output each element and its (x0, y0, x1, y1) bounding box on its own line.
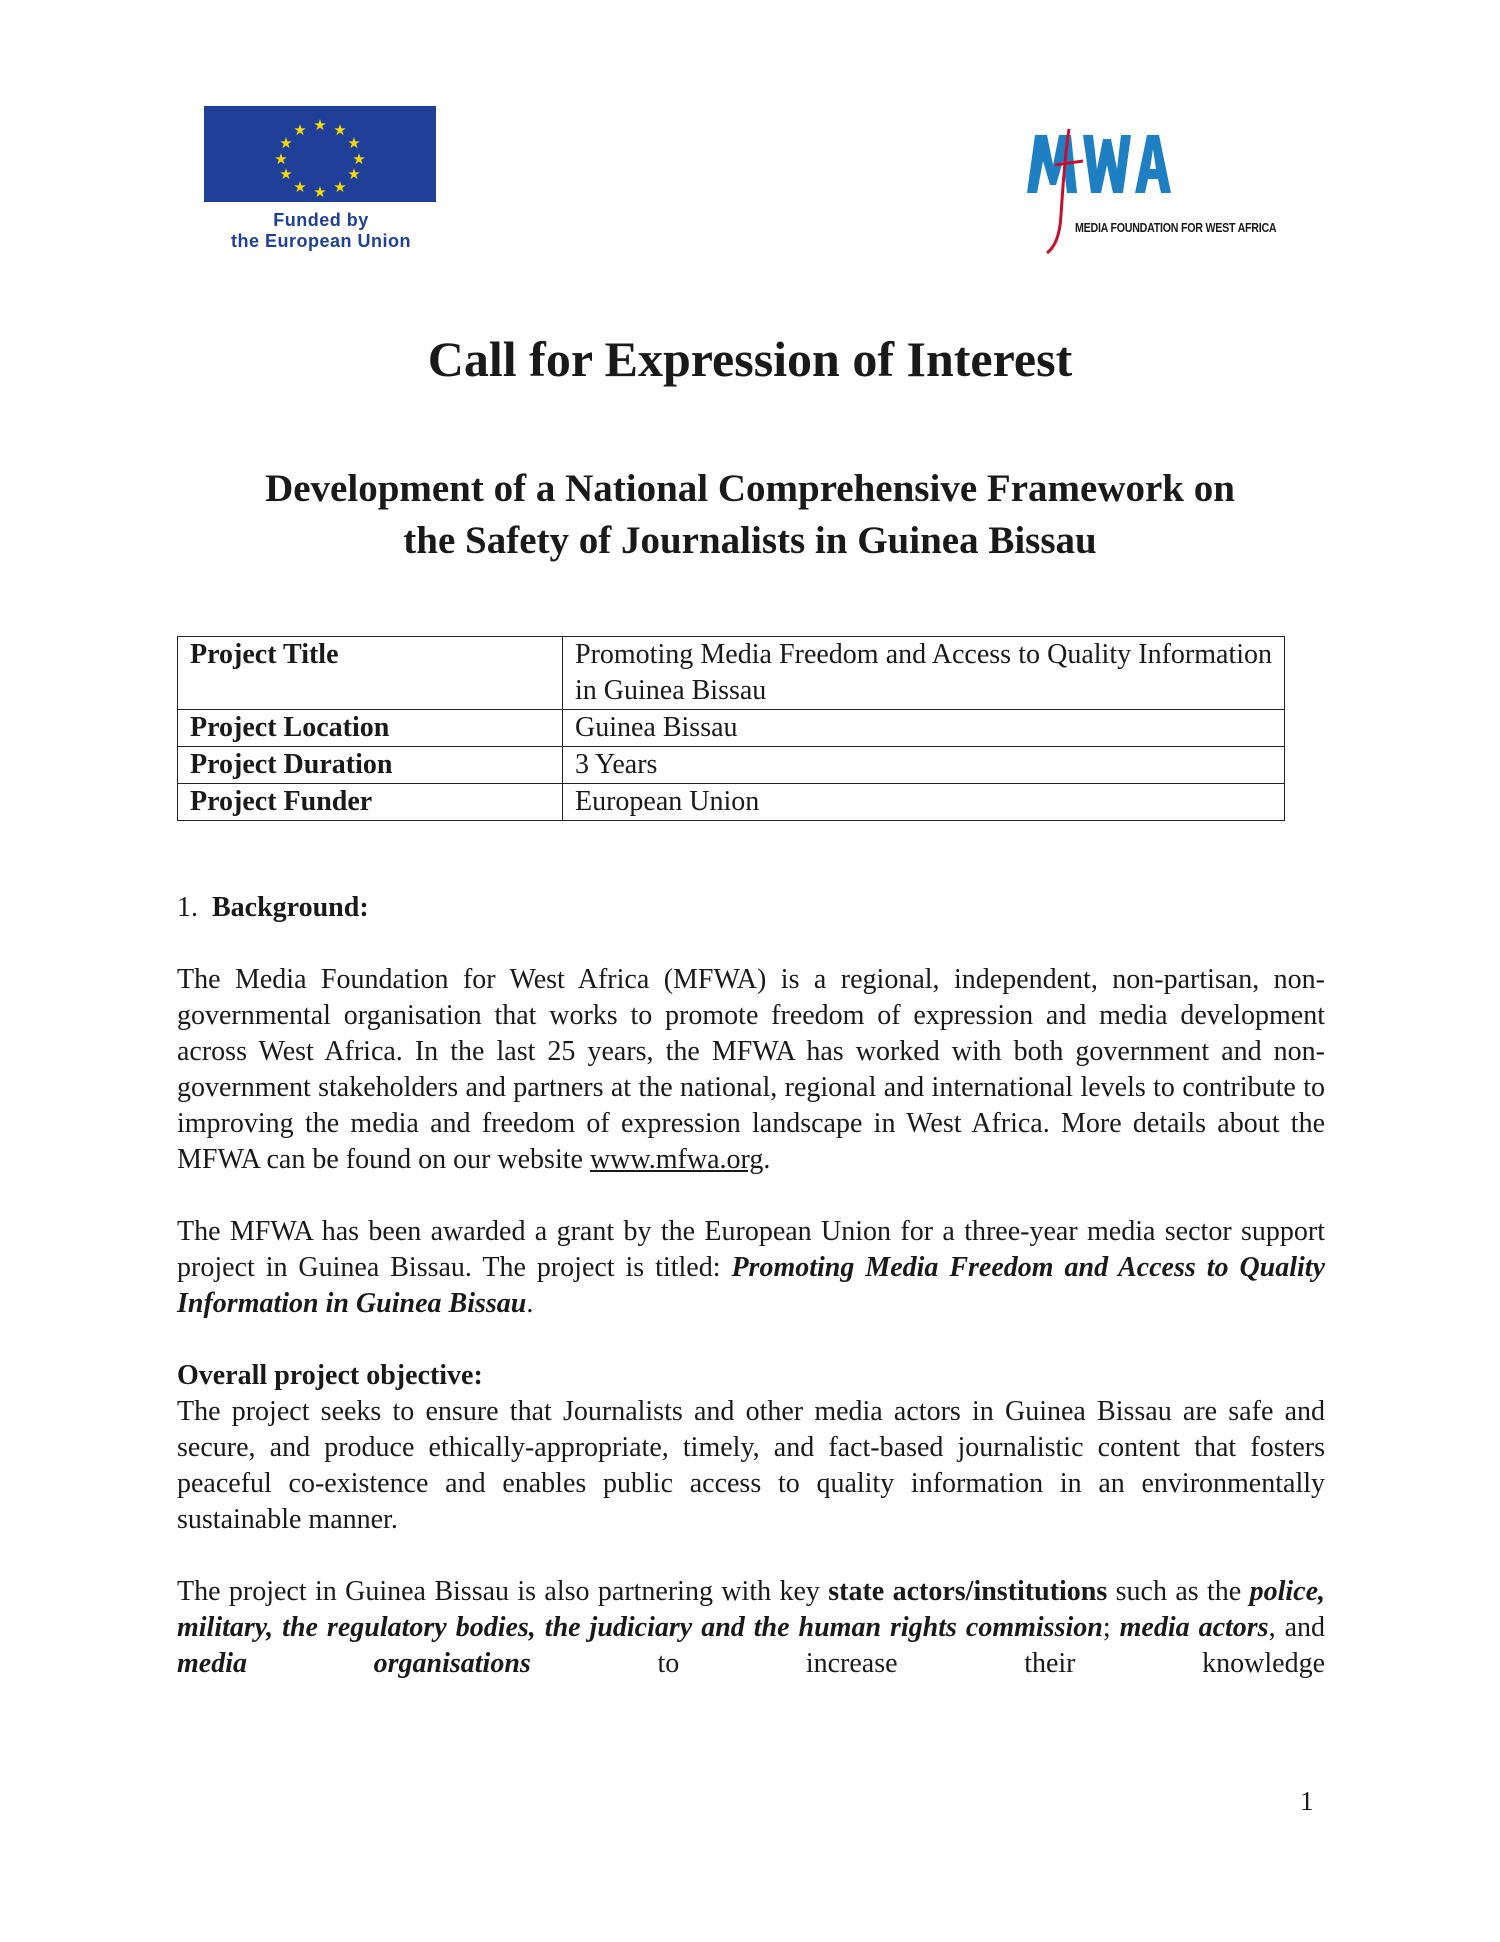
mfwa-wordmark (1025, 125, 1285, 265)
svg-text:★: ★ (279, 134, 293, 152)
background-paragraph-2 (177, 1214, 1325, 1322)
paragraph-text: , and (1268, 1612, 1326, 1643)
table-row (178, 710, 1285, 747)
paragraph-end: . (526, 1288, 534, 1319)
table-label: Project Title (178, 637, 563, 710)
page-number: 1 (1300, 1786, 1314, 1816)
svg-text:★: ★ (274, 150, 288, 168)
paragraph-text: such as the (1115, 1576, 1242, 1607)
mfwa-caption: MEDIA FOUNDATION FOR WEST AFRICA (1075, 220, 1277, 235)
page-title: Call for Expression of Interest (427, 331, 1073, 387)
svg-text:★: ★ (313, 116, 327, 134)
partners-paragraph (177, 1574, 1325, 1682)
paragraph-text: to increase their knowledge (657, 1648, 1325, 1679)
paragraph-text: The Media Foundation for West Africa (MFWA) is a regional, independent, non-partisan, non-governmental organisation that works to promote freedom of expression and media development across West Africa. In the last 25 years, the MFWA has worked with both government and non-government stakeholders and partners at the national, regional and international levels to contribute to improving the media and freedom of expression landscape in West Africa. More details about the MFWA can be found on our website (177, 964, 1325, 1175)
svg-text:★: ★ (313, 183, 327, 201)
svg-text:★: ★ (347, 165, 361, 183)
project-info-table (177, 636, 1285, 821)
media-organisations-emphasis: media organisations (177, 1648, 531, 1679)
paragraph-end: . (763, 1144, 771, 1175)
svg-text:★: ★ (293, 121, 307, 139)
table-value: Promoting Media Freedom and Access to Quality Information in Guinea Bissau (563, 637, 1285, 710)
svg-text:★: ★ (293, 178, 307, 196)
table-row (178, 747, 1285, 784)
subtitle-line2: the Safety of Journalists in Guinea Bissau (403, 519, 1097, 562)
objective-heading: Overall project objective: (177, 1360, 483, 1391)
table-value: Guinea Bissau (563, 710, 1285, 747)
table-label: Project Duration (178, 747, 563, 784)
state-actors-emphasis: state actors/institutions (828, 1576, 1108, 1607)
eu-funding-text (186, 210, 456, 252)
table-value: European Union (563, 784, 1285, 821)
eu-flag (204, 106, 436, 202)
table-value: 3 Years (563, 747, 1285, 784)
paragraph-text: ; (1102, 1612, 1111, 1643)
subtitle-line1: Development of a National Comprehensive Framework on (265, 467, 1235, 510)
svg-text:★: ★ (333, 121, 347, 139)
table-label: Project Location (178, 710, 563, 747)
eu-funding-line2: the European Union (231, 231, 411, 251)
svg-text:★: ★ (279, 165, 293, 183)
body-content (177, 890, 1325, 1718)
section-heading-text: Background: (212, 892, 369, 923)
paragraph-text: The project in Guinea Bissau is also partnering with key (177, 1576, 820, 1607)
page-subtitle (150, 463, 1350, 567)
table-row (178, 784, 1285, 821)
objective-paragraph: The project seeks to ensure that Journalists and other media actors in Guinea Bissau are safe and secure, and produce ethically-appropriate, timely, and fact-based journalistic content that fosters peaceful co-existence and enables public access to quality information in an environmentally sustainable manner. (177, 1396, 1325, 1535)
mfwa-website-link[interactable]: www.mfwa.org (589, 1144, 764, 1175)
svg-text:★: ★ (347, 134, 361, 152)
institutions-emphasis: police, military, the regulatory bodies, the judiciary and the human rights commission (177, 1576, 1326, 1643)
section-number: 1. (177, 892, 198, 923)
eu-funding-logo (186, 92, 456, 262)
eu-funding-line1: Funded by (273, 210, 369, 230)
media-actors-emphasis: media actors (1119, 1612, 1269, 1643)
paragraph-text: The MFWA has been awarded a grant by the European Union for a three-year media sector support project in Guinea Bissau. The project is titled: (177, 1216, 1325, 1283)
background-paragraph-1 (177, 962, 1325, 1178)
section-heading-background (177, 890, 1325, 926)
project-title-emphasis: Promoting Media Freedom and Access to Quality Information in Guinea Bissau (177, 1252, 1325, 1319)
table-row (178, 637, 1285, 710)
svg-text:★: ★ (333, 178, 347, 196)
table-label: Project Funder (178, 784, 563, 821)
svg-text:★: ★ (352, 150, 366, 168)
mfwa-logo (1025, 125, 1285, 265)
